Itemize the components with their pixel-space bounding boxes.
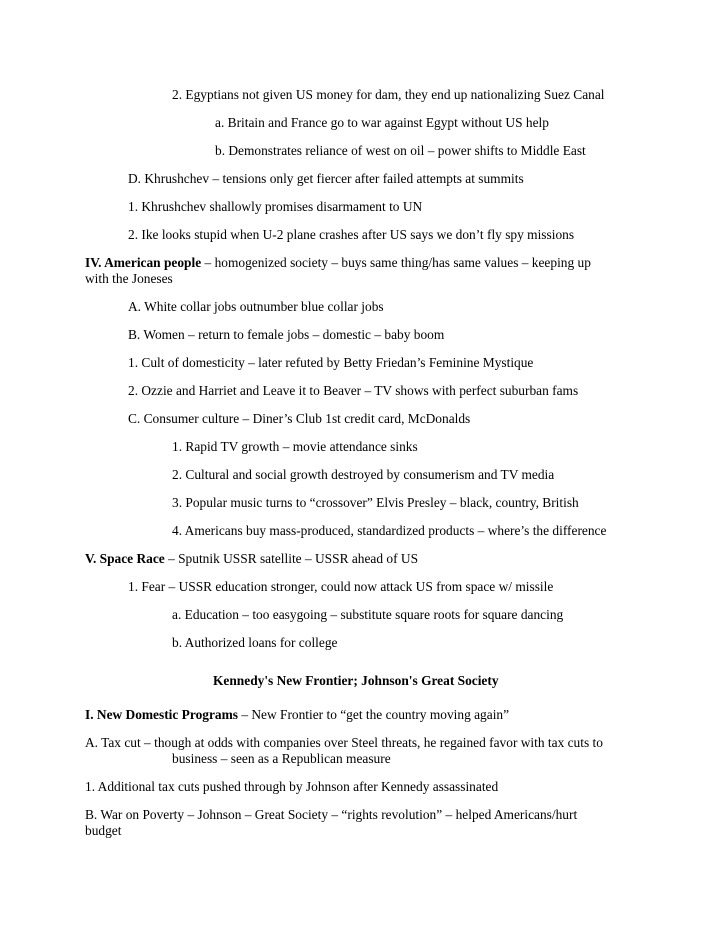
- page-section-title: Kennedy's New Frontier; Johnson's Great Society: [213, 673, 499, 688]
- outline-item: 2. Egyptians not given US money for dam, they end up nationalizing Suez Canal: [172, 87, 605, 102]
- outline-item: 2. Ike looks stupid when U-2 plane crashes after US says we don’t fly spy missions: [128, 227, 575, 242]
- outline-item: 1. Additional tax cuts pushed through by Johnson after Kennedy assassinated: [85, 779, 499, 794]
- outline-item: 2. Cultural and social growth destroyed by consumerism and TV media: [172, 467, 555, 482]
- outline-item: 1. Rapid TV growth – movie attendance sinks: [172, 439, 418, 454]
- outline-item: B. War on Poverty – Johnson – Great Society – “rights revolution” – helped Americans/hurt: [85, 807, 578, 822]
- outline-item: a. Education – too easygoing – substitute square roots for square dancing: [172, 607, 564, 622]
- section-heading: I. New Domestic Programs – New Frontier to “get the country moving again”: [85, 707, 510, 722]
- section-heading: V. Space Race – Sputnik USSR satellite – USSR ahead of US: [85, 551, 419, 566]
- outline-item: a. Britain and France go to war against Egypt without US help: [215, 115, 549, 130]
- outline-item: 2. Ozzie and Harriet and Leave it to Beaver – TV shows with perfect suburban fams: [128, 383, 579, 398]
- outline-item: A. White collar jobs outnumber blue collar jobs: [128, 299, 384, 314]
- outline-item: 4. Americans buy mass-produced, standardized products – where’s the difference: [172, 523, 607, 538]
- outline-item: 1. Cult of domesticity – later refuted by Betty Friedan’s Feminine Mystique: [128, 355, 534, 370]
- outline-item: b. Authorized loans for college: [172, 635, 338, 650]
- outline-item: b. Demonstrates reliance of west on oil – power shifts to Middle East: [215, 143, 586, 158]
- outline-item-continuation: business – seen as a Republican measure: [172, 751, 391, 766]
- outline-item-continuation: budget: [85, 823, 122, 838]
- section-heading-continuation: with the Joneses: [85, 271, 173, 286]
- section-heading: IV. American people – homogenized society – buys same thing/has same values – keeping up: [85, 255, 591, 270]
- outline-item: 1. Khrushchev shallowly promises disarmament to UN: [128, 199, 423, 214]
- outline-item: B. Women – return to female jobs – domestic – baby boom: [128, 327, 445, 342]
- outline-item: 3. Popular music turns to “crossover” Elvis Presley – black, country, British: [172, 495, 579, 510]
- outline-item: C. Consumer culture – Diner’s Club 1st credit card, McDonalds: [128, 411, 471, 426]
- outline-item: A. Tax cut – though at odds with companies over Steel threats, he regained favor with tax cuts to: [85, 735, 603, 750]
- outline-item: D. Khrushchev – tensions only get fiercer after failed attempts at summits: [128, 171, 524, 186]
- outline-item: 1. Fear – USSR education stronger, could now attack US from space w/ missile: [128, 579, 554, 594]
